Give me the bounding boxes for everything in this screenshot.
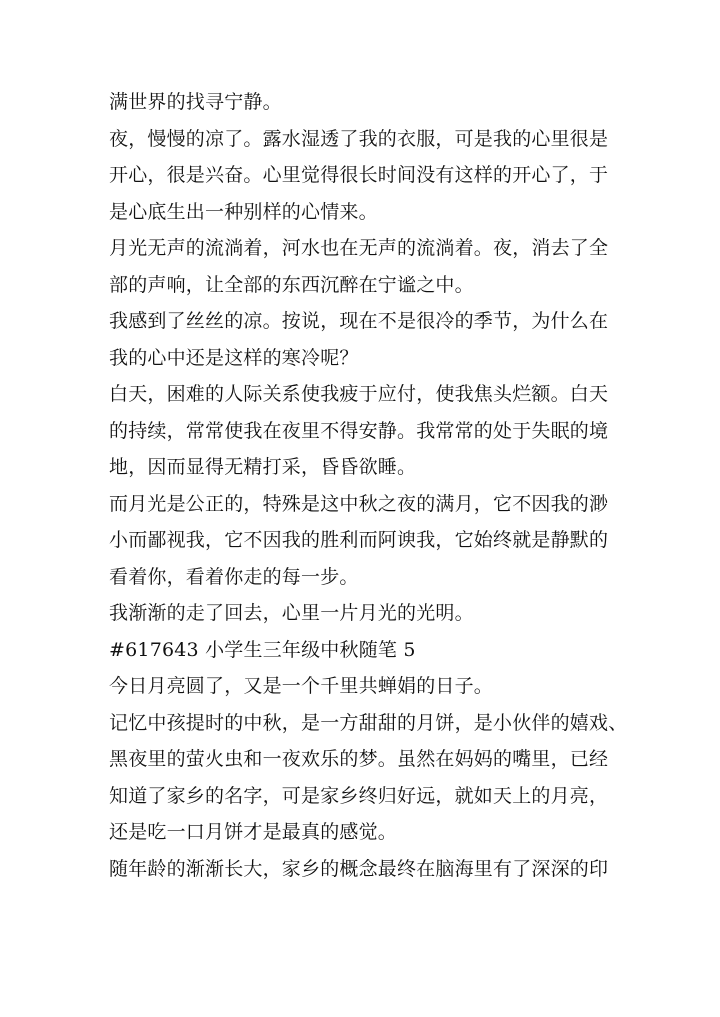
text-line-8: 我的心中还是这样的寒冷呢？ — [109, 346, 359, 369]
text-line-10: 的持续，常常使我在夜里不得安静。我常常的处于失眠的境 — [109, 419, 609, 442]
text-line-21: 还是吃一口月饼才是最真的感觉。 — [109, 821, 398, 843]
text-line-9: 白天，困难的人际关系使我疲于应付，使我焦头烂额。白天 — [109, 383, 609, 405]
text-line-13: 小而鄙视我，它不因我的胜利而阿谀我，它始终就是静默的 — [109, 529, 609, 551]
text-line-6: 部的声响，让全部的东西沉醉在宁谧之中。 — [109, 273, 474, 296]
text-line-5: 月光无声的流淌着，河水也在无声的流淌着。夜，消去了全 — [109, 237, 609, 259]
text-line-20: 知道了家乡的名字，可是家乡终归好远，就如天上的月亮， — [109, 784, 609, 807]
text-line-12: 而月光是公正的，特殊是这中秋之夜的满月，它不因我的渺 — [109, 492, 609, 515]
text-line-14: 看着你，看着你走的每一步。 — [109, 565, 359, 588]
text-line-15: 我渐渐的走了回去，心里一片月光的光明。 — [109, 602, 474, 624]
text-line-7: 我感到了丝丝的凉。按说，现在不是很冷的季节，为什么在 — [109, 310, 609, 332]
text-line-1: 满世界的找寻宁静。 — [109, 91, 282, 113]
text-line-22: 随年龄的渐渐长大，家乡的概念最终在脑海里有了深深的印 — [109, 857, 609, 880]
text-line-3: 开心，很是兴奋。心里觉得很长时间没有这样的开心了，于 — [109, 164, 609, 186]
text-line-18: 记忆中孩提时的中秋，是一方甜甜的月饼，是小伙伴的嬉戏、 — [109, 711, 628, 734]
text-line-11: 地，因而显得无精打采，昏昏欲睡。 — [109, 456, 417, 478]
text-line-4: 是心底生出一种别样的心情来。 — [109, 200, 378, 223]
text-line-17: 今日月亮圆了，又是一个千里共蝉娟的日子。 — [109, 675, 494, 697]
article-body — [109, 84, 628, 887]
text-line-19: 黑夜里的萤火虫和一夜欢乐的梦。虽然在妈妈的嘴里，已经 — [109, 748, 609, 770]
text-line-2: 夜，慢慢的凉了。露水湿透了我的衣服，可是我的心里很是 — [109, 127, 609, 150]
section-heading: #617643 小学生三年级中秋随笔 5 — [109, 638, 416, 661]
